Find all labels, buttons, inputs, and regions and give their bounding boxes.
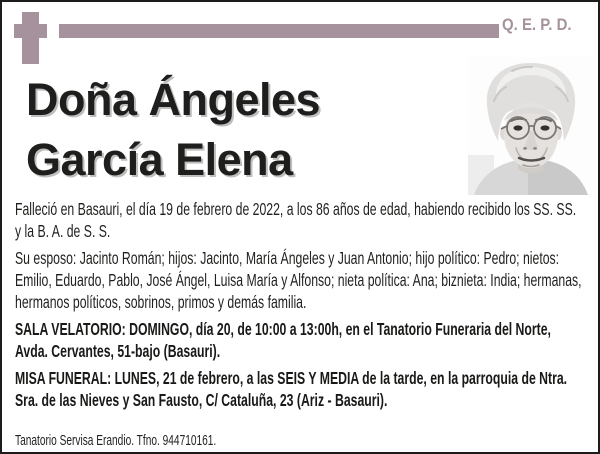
header	[2, 2, 598, 64]
deceased-name	[26, 70, 456, 190]
qepd-label: Q. E. P. D.	[502, 15, 572, 34]
wake-paragraph: SALA VELATORIO: DOMINGO, día 20, de 10:00 a 13:00h, en el Tanatorio Funeraria del Norte, Avda. Cervantes, 51-bajo (Basauri).	[15, 319, 551, 361]
deceased-name-line2: García Elena	[26, 134, 293, 185]
funeral-home-contact: Tanatorio Servisa Erandio. Tfno. 944710161.	[15, 433, 217, 449]
latin-cross-icon	[14, 12, 47, 64]
deceased-name-line1: Doña Ángeles	[26, 74, 321, 125]
family-paragraph: Su esposo: Jacinto Román; hijos: Jacinto, María Ángeles y Juan Antonio; hijo político: Pedro; nietos: Emilio, Eduardo, Pablo, José Ángel, Luisa María y Alfonso; nieta política: Ana; biznieta: India; hermanas, hermanos políticos, sobrinos, primos y demás familia.	[15, 248, 582, 312]
death-notice-paragraph: Falleció en Basauri, el día 19 de febrero de 2022, a los 86 años de edad, habiendo recibido los SS. SS. y la B. A. de S. S.	[15, 199, 577, 241]
funeral-mass-paragraph: MISA FUNERAL: LUNES, 21 de febrero, a las SEIS Y MEDIA de la tarde, en la parroquia de Ntra. Sra. de las Nieves y San Fausto, C/ Cataluña, 23 (Ariz - Basauri).	[15, 368, 568, 410]
header-rule	[59, 24, 499, 38]
deceased-portrait-photo	[468, 57, 594, 195]
